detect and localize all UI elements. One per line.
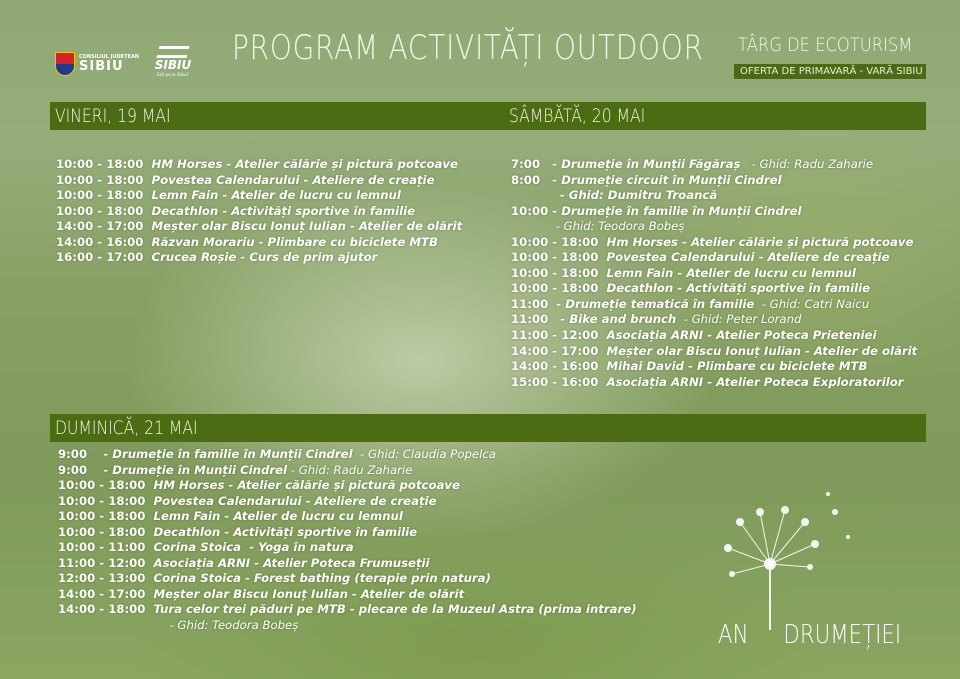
schedule-time: 14:00 - 18:00 <box>58 602 146 617</box>
sunday-schedule <box>58 447 637 634</box>
schedule-time: 15:00 - 16:00 <box>511 374 599 389</box>
schedule-time: 10:00 - 18:00 <box>511 265 599 280</box>
schedule-guide: - Ghid: Radu Zaharie <box>740 157 874 171</box>
fair-subtitle: OFERTA DE PRIMAVARĂ - VARĂ SIBIU <box>734 64 926 79</box>
schedule-activity: Povestea Calendarului - Ateliere de creație <box>145 493 437 508</box>
schedule-item <box>56 219 462 235</box>
schedule-time: 10:00 - 18:00 <box>56 203 144 218</box>
schedule-activity: Lemn Fain - Atelier de lucru cu lemnul <box>143 188 401 203</box>
page-title: PROGRAM ACTIVITĂȚI OUTDOOR <box>232 28 704 68</box>
schedule-time: 10:00 - 18:00 <box>58 524 146 539</box>
schedule-activity: Asociația ARNI - Atelier Poteca Exploratorilor <box>598 374 904 389</box>
schedule-activity: Meșter olar Biscu Ionuț Iulian - Atelier de olărit <box>143 219 463 234</box>
schedule-activity: - Drumeție tematică în familie <box>548 296 755 311</box>
schedule-item <box>58 463 637 479</box>
schedule-item <box>511 297 917 313</box>
schedule-time: 14:00 - 16:00 <box>56 234 144 249</box>
day-heading-sunday: DUMINICĂ, 21 MAI <box>55 417 198 439</box>
schedule-guide: - Ghid: Teodora Bobeș <box>58 618 299 633</box>
schedule-item <box>511 250 917 266</box>
schedule-time: 10:00 - 18:00 <box>511 281 599 296</box>
schedule-item <box>58 447 637 463</box>
county-council-logo <box>55 52 139 76</box>
day-heading-saturday: SÂMBĂTĂ, 20 MAI <box>509 105 646 127</box>
schedule-item <box>511 344 917 360</box>
schedule-activity: Crucea Roșie - Curs de prim ajutor <box>143 250 378 265</box>
schedule-item <box>56 250 462 266</box>
schedule-guide: - Ghid: Radu Zaharie <box>287 462 413 477</box>
schedule-item <box>56 173 462 189</box>
county-council-name: SIBIU <box>79 59 124 74</box>
schedule-activity: Povestea Calendarului - Ateliere de creație <box>598 250 890 265</box>
schedule-activity: - Drumeție în familie în Munții Cindrel <box>87 447 353 461</box>
schedule-item <box>56 204 462 220</box>
coat-of-arms-icon <box>55 52 75 76</box>
schedule-activity: Decathlon - Activități sportive în familie <box>145 524 418 539</box>
schedule-time: 11:00 <box>511 312 549 327</box>
schedule-activity: - Drumeție în Munții Cindrel <box>87 462 288 477</box>
schedule-item <box>511 173 917 189</box>
schedule-time: 14:00 - 17:00 <box>58 586 146 601</box>
schedule-activity: Corina Stoica - Forest bathing (terapie prin natura) <box>145 571 491 586</box>
header <box>0 0 960 96</box>
schedule-item <box>58 494 637 510</box>
schedule-time: 14:00 - 17:00 <box>511 343 599 358</box>
schedule-guide: - Ghid: Teodora Bobeș <box>511 219 685 234</box>
schedule-time: 12:00 - 13:00 <box>58 571 146 586</box>
brand-text-left: AN <box>718 620 749 650</box>
schedule-item <box>58 509 637 525</box>
schedule-item <box>511 312 917 328</box>
schedule-item <box>511 328 917 344</box>
sibiu-logo-word: SIBIU <box>154 58 192 72</box>
schedule-item <box>511 281 917 297</box>
schedule-time: 10:00 - 18:00 <box>511 250 599 265</box>
schedule-item <box>511 204 917 220</box>
schedule-item <box>58 478 637 494</box>
sibiu-mark-icon <box>156 46 189 58</box>
schedule-activity: Lemn Fain - Atelier de lucru cu lemnul <box>598 265 856 280</box>
saturday-schedule <box>511 157 917 390</box>
day-heading-friday: VINERI, 19 MAI <box>55 105 171 127</box>
schedule-activity: HM Horses - Atelier călărie și pictură potcoave <box>143 157 458 171</box>
schedule-time: 7:00 <box>511 157 541 171</box>
schedule-time: 11:00 - 12:00 <box>511 328 599 343</box>
schedule-time: 10:00 - 18:00 <box>56 157 144 171</box>
schedule-time: 10:00 - 11:00 <box>58 540 146 555</box>
friday-schedule <box>56 157 462 266</box>
schedule-guide: - Ghid: Peter Lorand <box>676 312 802 327</box>
schedule-activity: Corina Stoica - Yoga în natura <box>145 540 354 555</box>
schedule-activity: Decathlon - Activități sportive în familie <box>143 203 416 218</box>
schedule-activity: HM Horses - Atelier călărie și pictură potcoave <box>145 478 460 493</box>
schedule-time: 14:00 - 17:00 <box>56 219 144 234</box>
schedule-time: 10:00 - 18:00 <box>58 509 146 524</box>
schedule-activity: - Drumeție în Munții Făgăraș <box>540 157 741 171</box>
schedule-time: 11:00 <box>511 296 549 311</box>
schedule-item <box>511 266 917 282</box>
schedule-activity: Hm Horses - Atelier călărie și pictură potcoave <box>598 234 914 249</box>
brand-logo <box>718 620 901 650</box>
fair-title: TÂRG DE ECOTURISM <box>738 34 913 56</box>
schedule-activity: Meșter olar Biscu Ionuț Iulian - Atelier de olărit <box>598 343 918 358</box>
schedule-activity: Tura celor trei păduri pe MTB - plecare de la Muzeul Astra (prima intrare) <box>145 602 637 617</box>
schedule-time: 10:00 - 18:00 <box>58 478 146 493</box>
schedule-time: 10:00 <box>511 203 549 218</box>
schedule-item <box>511 157 917 173</box>
county-council-label: CONSILIUL JUDEȚEAN <box>79 54 139 60</box>
schedule-activity: - Drumeție circuit în Munții Cindrel <box>540 172 782 187</box>
schedule-guide: - Ghid: Catri Naicu <box>754 296 870 311</box>
schedule-item <box>511 188 917 204</box>
day-band-sunday <box>50 414 926 442</box>
schedule-time: 9:00 <box>58 447 88 461</box>
schedule-item <box>58 602 637 618</box>
schedule-activity: Mihai David - Plimbare cu biciclete MTB <box>598 359 868 374</box>
schedule-activity: Povestea Calendarului - Ateliere de creație <box>143 172 435 187</box>
schedule-time: 10:00 - 18:00 <box>511 234 599 249</box>
schedule-time: 16:00 - 17:00 <box>56 250 144 265</box>
schedule-activity: Lemn Fain - Atelier de lucru cu lemnul <box>145 509 403 524</box>
schedule-time: 10:00 - 18:00 <box>56 172 144 187</box>
schedule-time: 11:00 - 12:00 <box>58 555 146 570</box>
schedule-item <box>58 556 637 572</box>
schedule-time: 10:00 - 18:00 <box>56 188 144 203</box>
schedule-activity: Asociația ARNI - Atelier Poteca Prieteniei <box>598 328 877 343</box>
schedule-activity: - Ghid: Dumitru Troancă <box>511 188 718 203</box>
schedule-time: 14:00 - 16:00 <box>511 359 599 374</box>
schedule-time: 9:00 <box>58 462 88 477</box>
schedule-activity: - Drumeție în familie în Munții Cindrel <box>548 203 802 218</box>
schedule-item <box>511 375 917 391</box>
schedule-guide: - Ghid: Claudia Popelca <box>352 447 496 461</box>
schedule-item <box>58 587 637 603</box>
schedule-item <box>56 188 462 204</box>
schedule-activity: Răzvan Morariu - Plimbare cu biciclete MTB <box>143 234 438 249</box>
schedule-item <box>58 571 637 587</box>
sibiu-logo-tagline: Ești pe la Sibiu? <box>157 72 189 77</box>
schedule-activity: Meșter olar Biscu Ionuț Iulian - Atelier de olărit <box>145 586 465 601</box>
schedule-item <box>511 219 917 235</box>
schedule-time: 8:00 <box>511 172 541 187</box>
schedule-activity: - Bike and brunch <box>548 312 677 327</box>
day-band-friday-saturday <box>50 102 926 130</box>
schedule-activity: Asociația ARNI - Atelier Poteca Frumuseții <box>145 555 430 570</box>
dandelion-icon <box>710 482 860 632</box>
brand-text-right: DRUMEȚIEI <box>783 620 902 650</box>
schedule-item <box>58 618 637 634</box>
schedule-item <box>58 540 637 556</box>
schedule-activity: Decathlon - Activități sportive în familie <box>598 281 871 296</box>
schedule-item <box>56 235 462 251</box>
schedule-time: 10:00 - 18:00 <box>58 493 146 508</box>
schedule-item <box>511 235 917 251</box>
schedule-item <box>56 157 462 173</box>
schedule-item <box>58 525 637 541</box>
schedule-item <box>511 359 917 375</box>
sibiu-city-logo <box>148 46 198 77</box>
